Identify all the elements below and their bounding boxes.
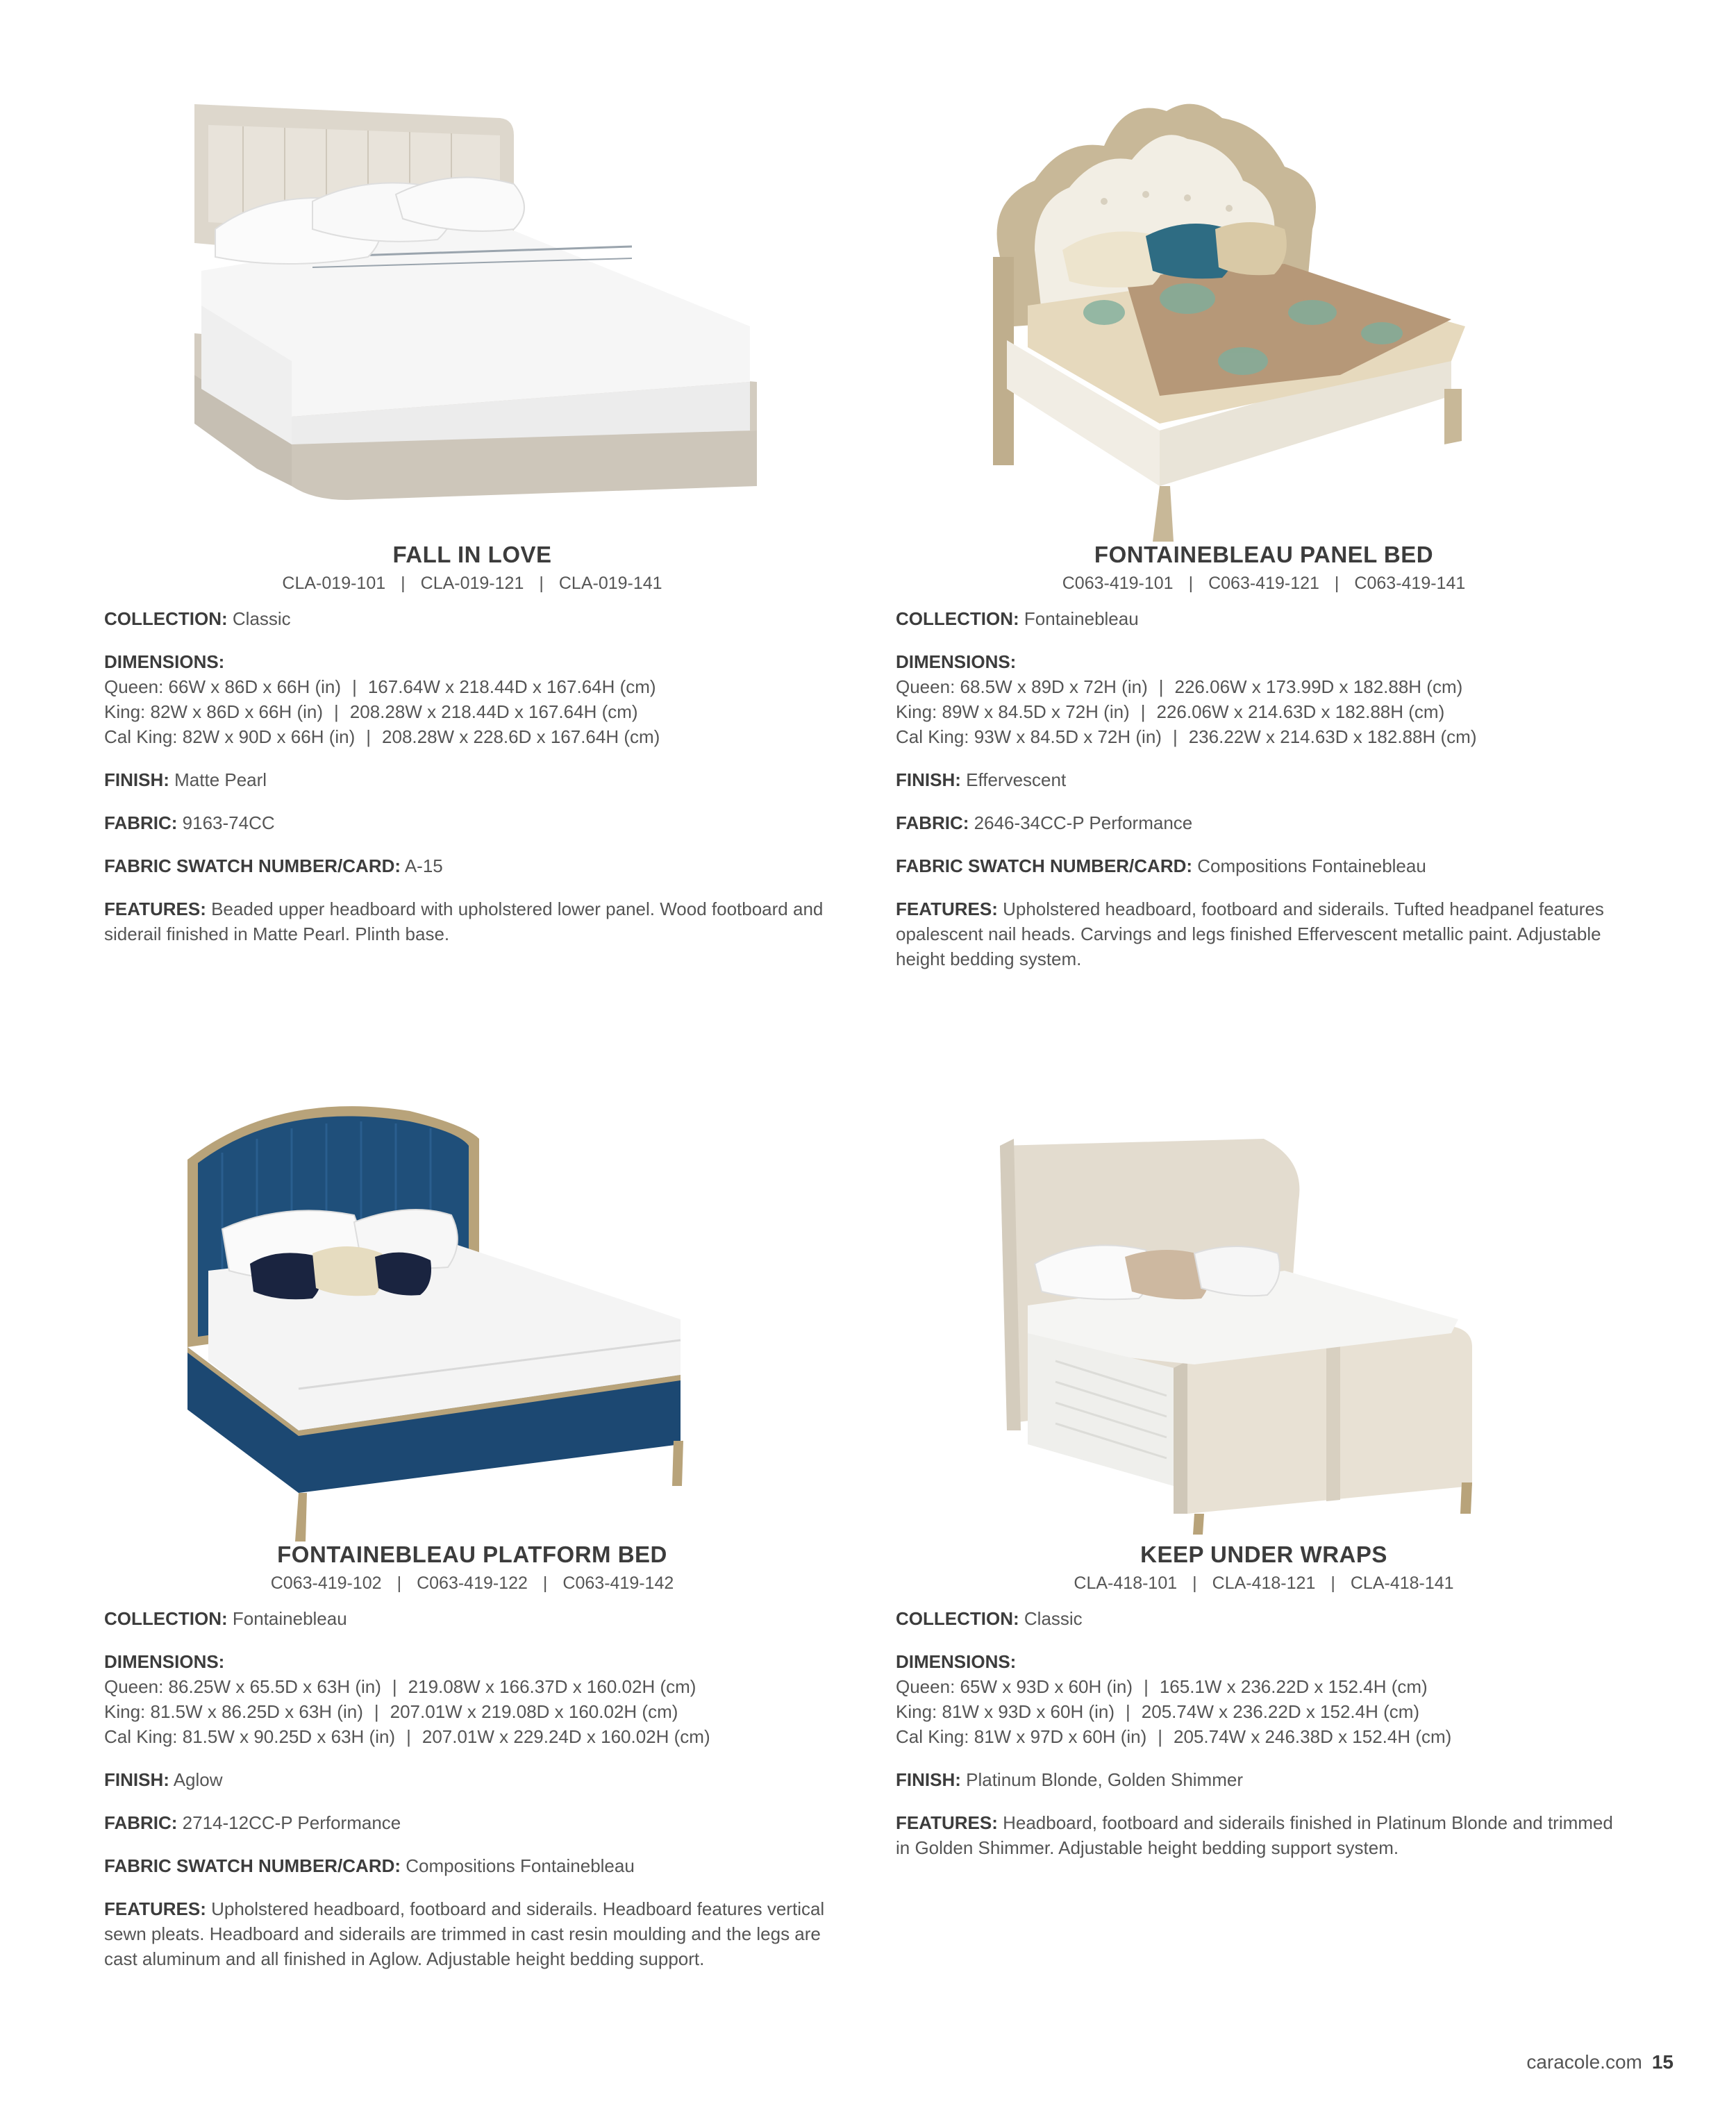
dim-size: King: bbox=[104, 1701, 146, 1722]
product-title: FALL IN LOVE bbox=[392, 542, 552, 567]
sku: C063-419-102 bbox=[270, 1573, 382, 1593]
features-label: FEATURES: bbox=[896, 1812, 998, 1833]
finish-value: Matte Pearl bbox=[174, 769, 267, 790]
dim-in: 65W x 93D x 60H (in) bbox=[960, 1676, 1133, 1697]
bed-image-keep-under-wraps bbox=[896, 1097, 1632, 1542]
dim-cm: 167.64W x 218.44D x 167.64H (cm) bbox=[367, 676, 656, 697]
dimension-row bbox=[104, 674, 840, 699]
separator: | bbox=[366, 726, 372, 747]
spec-block bbox=[896, 606, 1632, 971]
separator: | bbox=[1188, 574, 1194, 593]
dimension-row bbox=[896, 1699, 1632, 1724]
dim-in: 81W x 93D x 60H (in) bbox=[942, 1701, 1115, 1722]
dim-cm: 208.28W x 228.6D x 167.64H (cm) bbox=[382, 726, 660, 747]
collection-row bbox=[896, 606, 1632, 631]
dim-size: Cal King: bbox=[104, 1726, 178, 1747]
dimension-row bbox=[896, 1724, 1632, 1749]
features-value: Beaded upper headboard with upholstered lower panel. Wood footboard and siderail finished in Matte Pearl. Plinth base. bbox=[104, 899, 824, 944]
dimension-row bbox=[896, 724, 1632, 749]
dimensions bbox=[896, 1649, 1632, 1749]
dimension-row bbox=[896, 674, 1632, 699]
sku-list bbox=[896, 574, 1632, 594]
dim-size: King: bbox=[104, 701, 146, 722]
swatch-label: FABRIC SWATCH NUMBER/CARD: bbox=[896, 855, 1193, 876]
fabric-label: FABRIC: bbox=[104, 812, 178, 833]
sku-list bbox=[104, 574, 840, 594]
dim-cm: 236.22W x 214.63D x 182.88H (cm) bbox=[1188, 726, 1477, 747]
finish-row bbox=[896, 767, 1632, 792]
separator: | bbox=[374, 1701, 379, 1722]
finish-label: FINISH: bbox=[896, 1769, 961, 1790]
bed-image-fontainebleau-platform bbox=[104, 1097, 840, 1542]
sku-list bbox=[104, 1573, 840, 1594]
separator: | bbox=[401, 574, 406, 593]
sku: CLA-019-141 bbox=[558, 574, 662, 593]
separator: | bbox=[1158, 676, 1164, 697]
sku: C063-419-141 bbox=[1354, 574, 1466, 593]
separator: | bbox=[1334, 574, 1339, 593]
dimension-row bbox=[104, 699, 840, 724]
dim-in: 89W x 84.5D x 72H (in) bbox=[942, 701, 1130, 722]
collection-value: Classic bbox=[232, 608, 291, 629]
dim-size: Queen: bbox=[896, 1676, 955, 1697]
finish-label: FINISH: bbox=[104, 769, 169, 790]
dim-cm: 205.74W x 236.22D x 152.4H (cm) bbox=[1141, 1701, 1420, 1722]
finish-value: Platinum Blonde, Golden Shimmer bbox=[966, 1769, 1243, 1790]
page-number: 15 bbox=[1651, 2051, 1674, 2073]
sku: CLA-019-101 bbox=[282, 574, 386, 593]
dim-size: Queen: bbox=[104, 1676, 164, 1697]
collection-row bbox=[896, 1606, 1632, 1631]
dimension-row bbox=[896, 699, 1632, 724]
separator: | bbox=[334, 701, 339, 722]
product-title: KEEP UNDER WRAPS bbox=[1140, 1542, 1387, 1567]
fabric-value: 9163-74CC bbox=[182, 812, 275, 833]
spec-block bbox=[896, 1606, 1632, 1860]
finish-label: FINISH: bbox=[104, 1769, 169, 1790]
spec-block bbox=[104, 1606, 840, 1971]
spec-block bbox=[104, 606, 840, 946]
fabric-value: 2714-12CC-P Performance bbox=[182, 1812, 401, 1833]
dim-cm: 226.06W x 214.63D x 182.88H (cm) bbox=[1156, 701, 1445, 722]
dimensions-label: DIMENSIONS: bbox=[896, 651, 1017, 672]
dimensions-label: DIMENSIONS: bbox=[896, 1651, 1017, 1672]
collection-value: Fontainebleau bbox=[1024, 608, 1139, 629]
separator: | bbox=[392, 1676, 397, 1697]
collection-label: COLLECTION: bbox=[896, 608, 1019, 629]
swatch-row bbox=[104, 1853, 840, 1878]
swatch-row bbox=[104, 853, 840, 878]
product-fontainebleau-platform-bed bbox=[104, 1097, 840, 1971]
dimension-row bbox=[104, 1674, 840, 1699]
separator: | bbox=[352, 676, 357, 697]
collection-value: Fontainebleau bbox=[232, 1608, 347, 1629]
features-label: FEATURES: bbox=[896, 899, 998, 919]
finish-row bbox=[896, 1767, 1632, 1792]
dim-cm: 207.01W x 229.24D x 160.02H (cm) bbox=[422, 1726, 710, 1747]
separator: | bbox=[1126, 1701, 1130, 1722]
collection-label: COLLECTION: bbox=[104, 608, 228, 629]
dimension-row bbox=[896, 1674, 1632, 1699]
collection-label: COLLECTION: bbox=[896, 1608, 1019, 1629]
dim-size: King: bbox=[896, 701, 937, 722]
bed-image-fall-in-love bbox=[104, 97, 840, 542]
dim-size: Cal King: bbox=[896, 1726, 969, 1747]
features-label: FEATURES: bbox=[104, 899, 206, 919]
dimensions-label: DIMENSIONS: bbox=[104, 651, 225, 672]
dim-cm: 207.01W x 219.08D x 160.02H (cm) bbox=[390, 1701, 678, 1722]
product-keep-under-wraps bbox=[896, 1097, 1632, 1860]
sku: C063-419-122 bbox=[417, 1573, 528, 1593]
features-row bbox=[896, 896, 1632, 971]
dimensions bbox=[896, 649, 1632, 749]
finish-row bbox=[104, 767, 840, 792]
dim-size: King: bbox=[896, 1701, 937, 1722]
collection-label: COLLECTION: bbox=[104, 1608, 228, 1629]
fabric-row bbox=[104, 1810, 840, 1835]
dim-cm: 219.08W x 166.37D x 160.02H (cm) bbox=[408, 1676, 696, 1697]
separator: | bbox=[542, 1573, 548, 1593]
fabric-value: 2646-34CC-P Performance bbox=[974, 812, 1193, 833]
separator: | bbox=[1158, 1726, 1163, 1747]
dimensions bbox=[104, 649, 840, 749]
dim-size: Cal King: bbox=[104, 726, 178, 747]
fabric-label: FABRIC: bbox=[104, 1812, 178, 1833]
dim-in: 93W x 84.5D x 72H (in) bbox=[974, 726, 1162, 747]
dim-in: 68.5W x 89D x 72H (in) bbox=[960, 676, 1148, 697]
swatch-row bbox=[896, 853, 1632, 878]
site-link[interactable]: caracole.com bbox=[1526, 2051, 1642, 2073]
dimension-row bbox=[104, 1699, 840, 1724]
dim-in: 81.5W x 86.25D x 63H (in) bbox=[150, 1701, 363, 1722]
dim-in: 82W x 86D x 66H (in) bbox=[150, 701, 324, 722]
dim-in: 86.25W x 65.5D x 63H (in) bbox=[168, 1676, 381, 1697]
sku: CLA-418-101 bbox=[1074, 1573, 1178, 1593]
bed-image-fontainebleau-panel bbox=[896, 97, 1632, 542]
collection-row bbox=[104, 1606, 840, 1631]
dim-in: 82W x 90D x 66H (in) bbox=[182, 726, 356, 747]
finish-label: FINISH: bbox=[896, 769, 961, 790]
separator: | bbox=[539, 574, 544, 593]
sku: CLA-418-141 bbox=[1350, 1573, 1454, 1593]
fabric-row bbox=[104, 810, 840, 835]
product-fall-in-love bbox=[104, 97, 840, 946]
separator: | bbox=[1172, 726, 1178, 747]
separator: | bbox=[406, 1726, 411, 1747]
sku: CLA-418-121 bbox=[1212, 1573, 1316, 1593]
dim-in: 81W x 97D x 60H (in) bbox=[974, 1726, 1147, 1747]
dimensions-label: DIMENSIONS: bbox=[104, 1651, 225, 1672]
product-title: FONTAINEBLEAU PANEL BED bbox=[1094, 542, 1434, 567]
collection-value: Classic bbox=[1024, 1608, 1083, 1629]
features-value: Upholstered headboard, footboard and siderails. Headboard features vertical sewn pleats. Headboard and siderails are trimmed in cast resin moulding and the legs are cast aluminum and all finished in Aglow. Adjustable height bedding support. bbox=[104, 1898, 825, 1969]
page-footer bbox=[1526, 2051, 1674, 2073]
swatch-value: Compositions Fontainebleau bbox=[406, 1855, 635, 1876]
dimension-row bbox=[104, 1724, 840, 1749]
finish-row bbox=[104, 1767, 840, 1792]
product-fontainebleau-panel-bed bbox=[896, 97, 1632, 971]
swatch-value: A-15 bbox=[404, 855, 443, 876]
dimension-row bbox=[104, 724, 840, 749]
dim-size: Queen: bbox=[104, 676, 164, 697]
fabric-label: FABRIC: bbox=[896, 812, 969, 833]
features-row bbox=[104, 1896, 840, 1971]
dim-cm: 205.74W x 246.38D x 152.4H (cm) bbox=[1174, 1726, 1452, 1747]
finish-value: Effervescent bbox=[966, 769, 1067, 790]
features-value: Headboard, footboard and siderails finished in Platinum Blonde and trimmed in Golden Shimmer. Adjustable height bedding support system. bbox=[896, 1812, 1613, 1858]
finish-value: Aglow bbox=[173, 1769, 223, 1790]
separator: | bbox=[1144, 1676, 1149, 1697]
dim-cm: 226.06W x 173.99D x 182.88H (cm) bbox=[1174, 676, 1463, 697]
dimensions bbox=[104, 1649, 840, 1749]
features-label: FEATURES: bbox=[104, 1898, 206, 1919]
features-value: Upholstered headboard, footboard and siderails. Tufted headpanel features opalescent nail heads. Carvings and legs finished Effervescent metallic paint. Adjustable height bedding system. bbox=[896, 899, 1604, 969]
separator: | bbox=[1192, 1573, 1197, 1593]
dim-size: Queen: bbox=[896, 676, 955, 697]
separator: | bbox=[1330, 1573, 1335, 1593]
fabric-row bbox=[896, 810, 1632, 835]
dim-in: 66W x 86D x 66H (in) bbox=[168, 676, 342, 697]
dim-cm: 208.28W x 218.44D x 167.64H (cm) bbox=[349, 701, 638, 722]
features-row bbox=[896, 1810, 1632, 1860]
swatch-label: FABRIC SWATCH NUMBER/CARD: bbox=[104, 1855, 401, 1876]
features-row bbox=[104, 896, 840, 946]
sku: C063-419-142 bbox=[562, 1573, 674, 1593]
swatch-label: FABRIC SWATCH NUMBER/CARD: bbox=[104, 855, 401, 876]
collection-row bbox=[104, 606, 840, 631]
dim-cm: 165.1W x 236.22D x 152.4H (cm) bbox=[1159, 1676, 1428, 1697]
sku: C063-419-101 bbox=[1062, 574, 1174, 593]
separator: | bbox=[1140, 701, 1146, 722]
sku: CLA-019-121 bbox=[420, 574, 524, 593]
separator: | bbox=[397, 1573, 402, 1593]
dim-size: Cal King: bbox=[896, 726, 969, 747]
product-title: FONTAINEBLEAU PLATFORM BED bbox=[277, 1542, 667, 1567]
sku: C063-419-121 bbox=[1208, 574, 1319, 593]
dim-in: 81.5W x 90.25D x 63H (in) bbox=[182, 1726, 396, 1747]
swatch-value: Compositions Fontainebleau bbox=[1197, 855, 1426, 876]
sku-list bbox=[896, 1573, 1632, 1594]
